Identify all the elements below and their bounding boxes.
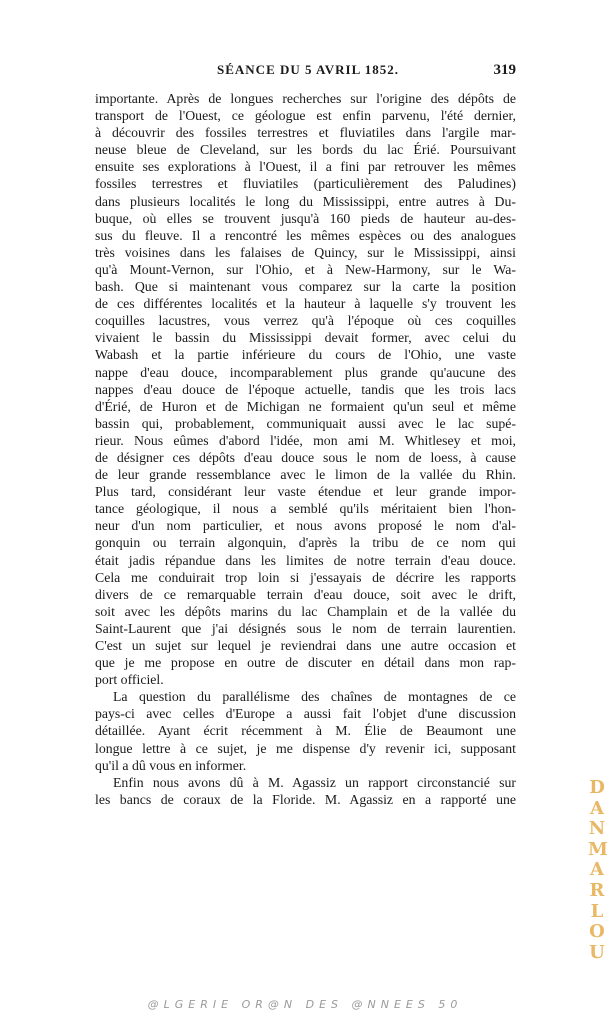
text-line: était jadis répandue dans les limites de notre terrain d'eau douce. (95, 552, 516, 568)
text-line: soit avec les dépôts marins du lac Champlain et de la vallée du (95, 603, 516, 619)
text-line: transport de l'Ouest, ce géologue est enfin parvenu, l'été dernier, (95, 108, 516, 124)
text-line: neur d'un nom particulier, et nous avons proposé le nom d'al- (95, 518, 516, 534)
text-line: Enfin nous avons dû à M. Agassiz un rapport circonstancié sur (113, 774, 516, 790)
text-line: rieur. Nous eûmes d'abord l'idée, mon ami M. Whitlesey et moi, (95, 432, 516, 448)
text-line: qu'à Mount-Vernon, sur l'Ohio, et à New-Harmony, sur le Wa- (95, 261, 516, 277)
body-text (95, 90, 516, 808)
text-line: de ces différentes localités et la hauteur à laquelle s'y trouvent les (95, 296, 516, 312)
text-line: C'est un sujet sur lequel je reviendrai dans une autre occasion et (95, 638, 516, 653)
text-line: longue lettre à ce sujet, je me dispense d'y revenir ici, supposant (95, 740, 516, 756)
text-line: très voisines dans les falaises de Quincy, sur le Mississippi, ainsi (95, 244, 516, 260)
text-line: Plus tard, considérant leur vaste étendue et leur grande impor- (95, 484, 516, 500)
text-line: de désigner ces dépôts d'eau douce sous le nom de loess, à cause (95, 449, 516, 465)
text-line: gonquin ou terrain algonquin, d'après la tribu de ce nom qui (95, 535, 516, 551)
text-line: Saint-Laurent que j'ai désignés sous le nom de terrain laurentien. (95, 620, 516, 636)
text-line: les bancs de coraux de la Floride. M. Agassiz en a rapporté une (95, 791, 516, 807)
text-line: de leur grande ressemblance avec le limon de la vallée du Rhin. (95, 467, 516, 483)
page-number: 319 (493, 62, 516, 78)
text-line: qu'il a dû vous en informer. (95, 757, 247, 773)
text-line: vivaient le bassin du Mississippi devait former, avec celui du (95, 330, 516, 346)
text-line: pays-ci avec celles d'Europe a aussi fait l'objet d'une discussion (95, 706, 516, 722)
text-line: coquilles lacustres, vous verrez qu'à l'époque où ces coquilles (95, 313, 516, 329)
text-line: port officiel. (95, 672, 164, 688)
side-watermark: D A N M A R L O U (588, 777, 608, 963)
text-line: bassin qui, probablement, communiquait aussi avec le lac supé- (95, 415, 516, 431)
text-line: bash. Que si maintenant vous comparez sur la carte la position (95, 279, 516, 295)
text-line: nappes d'eau douce de l'époque actuelle, tandis que les trois lacs (95, 381, 516, 397)
footer-watermark: @LGERIE OR@N DES @NNEES 50 (147, 998, 463, 1011)
text-line: divers de ce remarquable terrain d'eau douce, soit avec le drift, (95, 586, 516, 602)
text-line: tance géologique, il nous a semblé qu'ils méritaient bien l'hon- (95, 501, 516, 517)
text-line: Wabash et la partie inférieure du cours de l'Ohio, une vaste (95, 347, 516, 363)
text-line: importante. Après de longues recherches sur l'origine des dépôts de (95, 91, 516, 106)
text-line: que je me propose en outre de discuter en détail dans mon rap- (95, 655, 516, 671)
text-line: nappe d'eau douce, incomparablement plus grande qu'aucune des (95, 364, 516, 380)
text-line: détaillée. Ayant écrit récemment à M. Élie de Beaumont une (95, 723, 516, 739)
text-line: ensuite ses explorations à l'Ouest, il a fini par retrouver les mêmes (95, 159, 516, 175)
page-header (95, 62, 516, 82)
text-line: sus du fleuve. Il a rencontré les mêmes espèces ou des analogues (95, 227, 516, 243)
running-title: SÉANCE DU 5 AVRIL 1852. (217, 62, 400, 77)
text-line: d'Érié, de Huron et de Michigan ne formaient qu'un seul et même (95, 398, 516, 414)
text-line: La question du parallélisme des chaînes de montagnes de ce (113, 689, 516, 705)
text-line: dans plusieurs localités le long du Mississippi, entre autres à Du- (95, 193, 516, 209)
text-line: Cela me conduirait trop loin si j'essayais de décrire les rapports (95, 569, 516, 585)
text-line: à découvrir des fossiles terrestres et fluviatiles dans l'argile mar- (95, 125, 516, 141)
text-line: buque, où elles se trouvent jusqu'à 160 pieds de hauteur au-des- (95, 210, 516, 226)
text-line: neuse bleue de Cleveland, sur les bords du lac Érié. Poursuivant (95, 142, 516, 158)
text-line: fossiles terrestres et fluviatiles (particulièrement des Paludines) (95, 176, 516, 192)
